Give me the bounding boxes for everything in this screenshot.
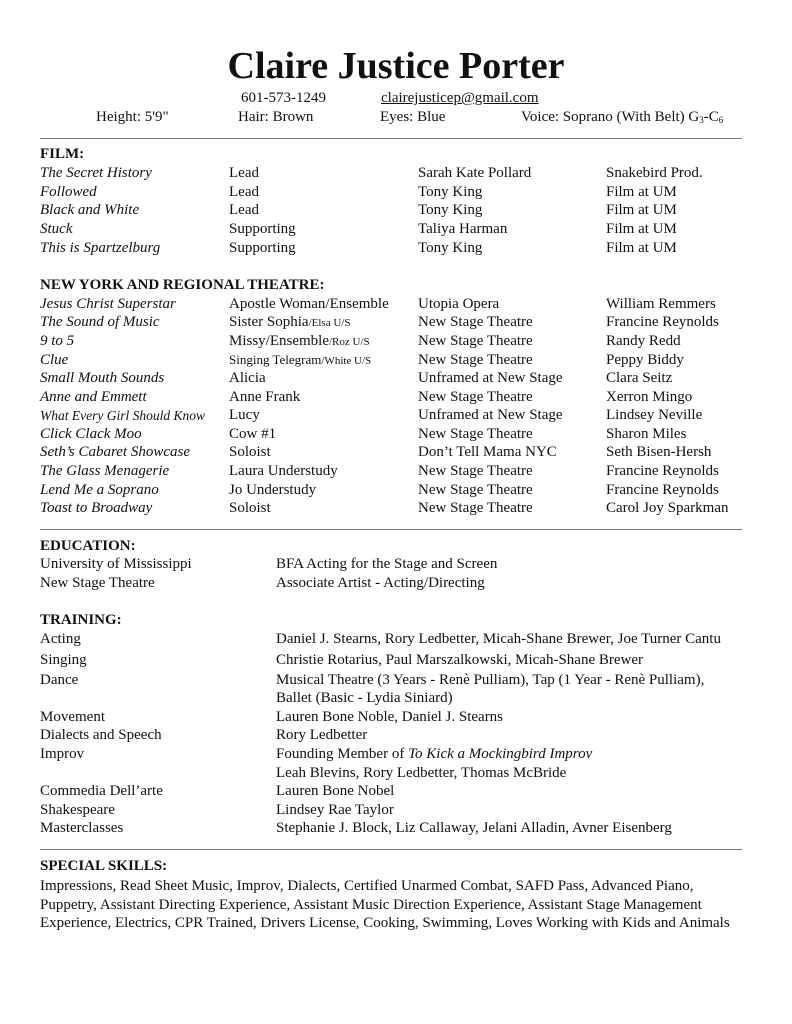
theatre-row: What Every Girl Should Know Lucy Unframed at New Stage Lindsey Neville: [40, 407, 703, 423]
theatre-row: The Sound of Music Sister Sophia/Elsa U/S New Stage Theatre Francine Reynolds: [40, 314, 719, 330]
theatre-row: 9 to 5 Missy/Ensemble/Roz U/S New Stage Theatre Randy Redd: [40, 333, 681, 349]
education-row: New Stage Theatre Associate Artist - Acting/Directing: [40, 575, 485, 591]
height-stat: Height: 5'9": [96, 109, 169, 125]
film-row: This is Spartzelburg Supporting Tony King Film at UM: [40, 240, 677, 256]
hair-stat: Hair: Brown: [238, 109, 314, 125]
voice-stat: Voice: Soprano (With Belt) $G_3-C_6$: [521, 109, 724, 125]
theatre-row: Clue Singing Telegram/White U/S New Stage Theatre Peppy Biddy: [40, 352, 684, 368]
training-heading: TRAINING:: [40, 612, 122, 628]
theatre-row: The Glass Menagerie Laura Understudy New Stage Theatre Francine Reynolds: [40, 463, 719, 479]
skills-heading: SPECIAL SKILLS:: [40, 858, 168, 874]
education-row: University of Mississippi BFA Acting for the Stage and Screen: [40, 556, 498, 572]
divider: [40, 138, 742, 139]
film-row: Stuck Supporting Taliya Harman Film at UM: [40, 221, 677, 237]
skills-text: Impressions, Read Sheet Music, Improv, Dialects, Certified Unarmed Combat, SAFD Pass, Advanced Piano, Puppetry, Assistant Directing Experience, Assistant Music Direction Experience, Assistant Stage Management Experience, Electrics, CPR Trained, Drivers License, Cooking, Swimming, Loves Working with Kids and Animals: [40, 878, 730, 932]
divider: [40, 529, 742, 530]
film-row: Black and White Lead Tony King Film at UM: [40, 202, 677, 218]
theatre-heading: NEW YORK AND REGIONAL THEATRE:: [40, 277, 325, 293]
theatre-row: Anne and Emmett Anne Frank New Stage Theatre Xerron Mingo: [40, 389, 693, 405]
film-heading: FILM:: [40, 146, 85, 162]
theatre-row: Seth’s Cabaret Showcase Soloist Don’t Tell Mama NYC Seth Bisen-Hersh: [40, 444, 712, 460]
theatre-row: Click Clack Moo Cow #1 New Stage Theatre Sharon Miles: [40, 426, 687, 442]
theatre-row: Jesus Christ Superstar Apostle Woman/Ensemble Utopia Opera William Remmers: [40, 296, 716, 312]
film-row: Followed Lead Tony King Film at UM: [40, 184, 677, 200]
divider: [40, 849, 742, 850]
theatre-row: Small Mouth Sounds Alicia Unframed at New Stage Clara Seitz: [40, 370, 673, 386]
resume-name: Claire Justice Porter: [227, 45, 565, 87]
film-row: The Secret History Lead Sarah Kate Pollard Snakebird Prod.: [40, 165, 703, 181]
theatre-row: Lend Me a Soprano Jo Understudy New Stage Theatre Francine Reynolds: [40, 482, 719, 498]
theatre-row: Toast to Broadway Soloist New Stage Theatre Carol Joy Sparkman: [40, 500, 729, 516]
eyes-stat: Eyes: Blue: [380, 109, 446, 125]
education-heading: EDUCATION:: [40, 538, 136, 554]
phone-number: 601-573-1249: [241, 90, 326, 106]
email-link[interactable]: clairejusticep@gmail.com: [381, 90, 539, 106]
